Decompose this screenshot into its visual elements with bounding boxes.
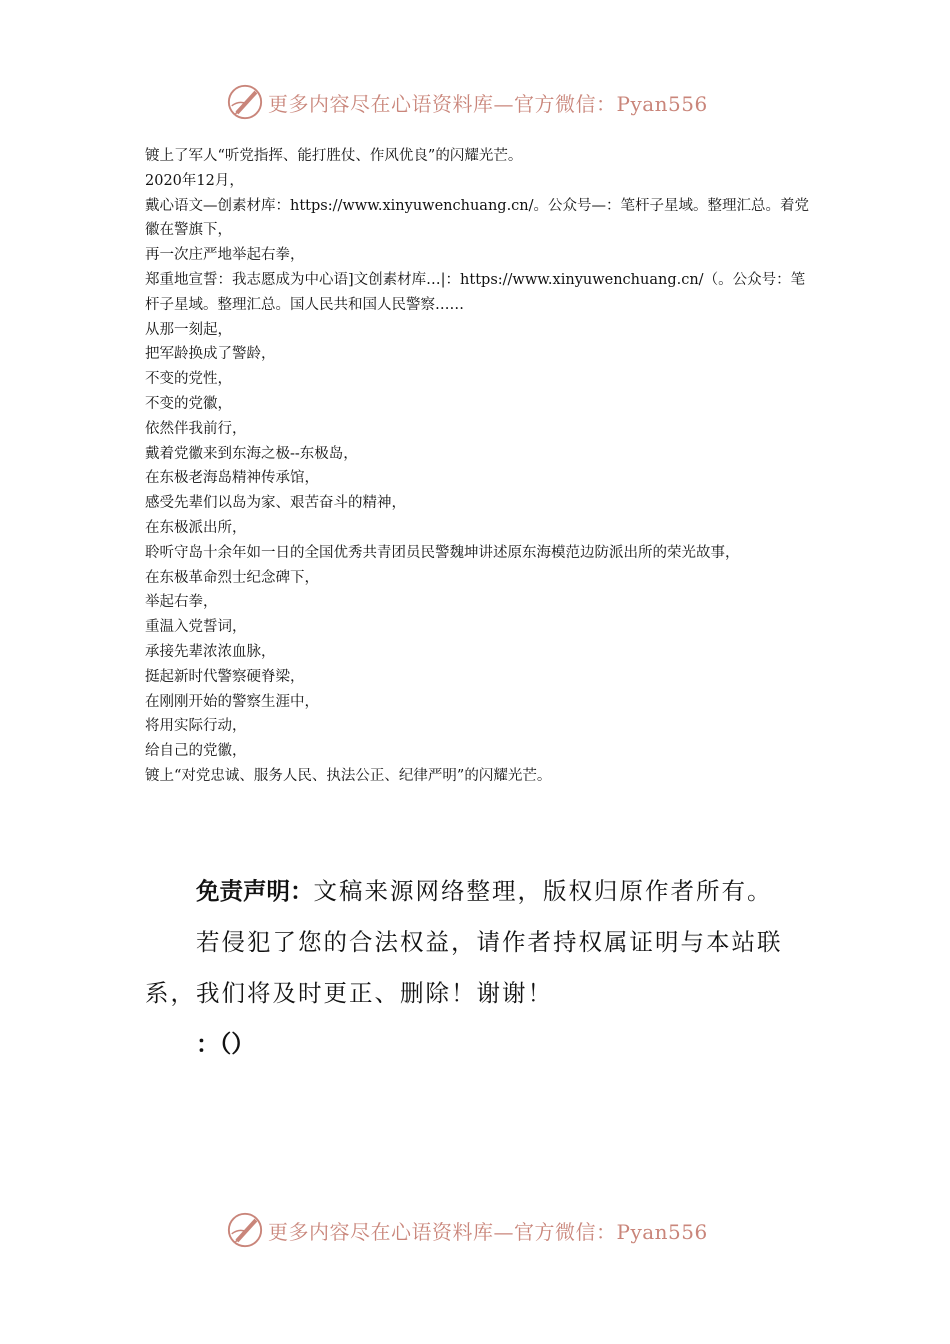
disclaimer-section <box>145 866 815 1070</box>
body-line: 从那一刻起， <box>145 321 232 338</box>
body-line: 感受先辈们以岛为家、艰苦奋斗的精神， <box>145 495 406 512</box>
disclaimer-text: 文稿来源网络整理，版权归原作者所有。 <box>313 877 773 905</box>
body-line: 戴心语文—创素材库：https://www.xinyuwenchuang.cn/。公众号—：笔杆子星域。整理汇总。着党徽在警旗下， <box>145 197 810 239</box>
body-line: 承接先辈浓浓血脉， <box>145 643 276 660</box>
body-line: 郑重地宣誓：我志愿成为中心语]文创素材库…|：https://www.xinyuwenchuang.cn/（。公众号：笔杆子星域。整理汇总。国人民共和国人民警察…… <box>145 271 806 313</box>
body-line: 把军龄换成了警龄， <box>145 346 276 363</box>
body-line: 给自己的党徽， <box>145 743 247 760</box>
footer-banner-text: 更多内容尽在心语资料库—官方微信：Pyan556 <box>268 1219 708 1244</box>
disclaimer-line-2: 若侵犯了您的合法权益，请作者持权属证明与本站联系，我们将及时更正、删除！谢谢！ <box>145 928 783 1007</box>
body-line: 重温入党誓词， <box>145 619 247 636</box>
disclaimer-line-3: ：（） <box>196 1030 255 1058</box>
body-line: 举起右拳， <box>145 594 218 611</box>
body-line: 再一次庄严地举起右拳， <box>145 247 305 264</box>
body-line: 在东极派出所， <box>145 519 247 536</box>
body-line: 2020年12月， <box>145 172 244 189</box>
pen-logo-icon <box>226 83 264 121</box>
body-line: 不变的党性， <box>145 371 232 388</box>
footer-banner <box>226 1210 708 1250</box>
header-banner <box>226 82 708 122</box>
disclaimer-line-1 <box>145 866 815 917</box>
pen-logo-icon <box>226 1211 264 1249</box>
body-line: 挺起新时代警察硬脊梁， <box>145 668 305 685</box>
body-line: 镀上了军人“听党指挥、能打胜仗、作风优良”的闪耀光芒。 <box>145 148 523 164</box>
body-line: 依然伴我前行， <box>145 420 247 437</box>
body-line: 戴着党徽来到东海之极--东极岛， <box>145 445 358 462</box>
body-line: 聆听守岛十余年如一日的全国优秀共青团员民警魏坤讲述原东海模范边防派出所的荣光故事， <box>145 544 740 561</box>
body-line: 在东极革命烈士纪念碑下， <box>145 569 319 586</box>
body-line: 不变的党徽， <box>145 395 232 412</box>
disclaimer-label: 免责声明： <box>196 877 314 905</box>
body-line: 在东极老海岛精神传承馆， <box>145 470 319 487</box>
body-line: 将用实际行动， <box>145 718 247 735</box>
header-banner-text: 更多内容尽在心语资料库—官方微信：Pyan556 <box>268 91 708 116</box>
body-line: 在刚刚开始的警察生涯中， <box>145 693 319 710</box>
body-line: 镀上“对党忠诚、服务人民、执法公正、纪律严明”的闪耀光芒。 <box>145 767 552 784</box>
article-body <box>145 144 813 789</box>
